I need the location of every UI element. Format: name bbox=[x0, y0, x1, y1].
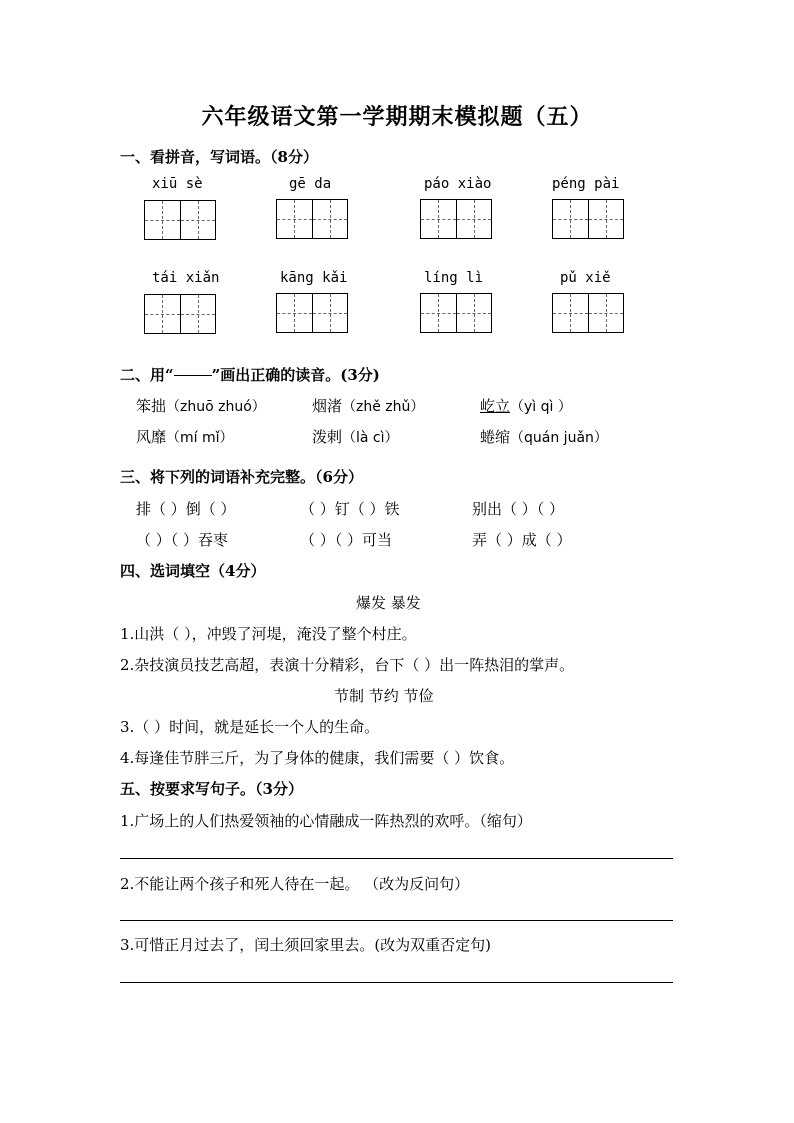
answer-grid-1[interactable] bbox=[144, 200, 216, 240]
pinyin-1: xiū sè bbox=[152, 176, 203, 192]
answer-grid-7[interactable] bbox=[420, 293, 492, 333]
answer-grid-2[interactable] bbox=[276, 199, 348, 239]
section-2-heading-start: 二、用“ bbox=[120, 366, 174, 384]
question-4-1: 1.山洪（ ），冲毁了河堤，淹没了整个村庄。 bbox=[120, 625, 417, 643]
answer-grid-8[interactable] bbox=[552, 293, 624, 333]
reading-item-4: 风靡（mí mǐ） bbox=[136, 428, 234, 446]
question-5-2: 2.不能让两个孩子和死人待在一起。 （改为反问句） bbox=[120, 875, 470, 893]
pinyin-2: gē da bbox=[289, 176, 332, 192]
answer-grid-5[interactable] bbox=[144, 294, 216, 334]
pinyin-4: péng pài bbox=[552, 176, 620, 192]
pinyin-5: tái xiǎn bbox=[152, 270, 220, 286]
answer-line-3[interactable] bbox=[120, 982, 673, 983]
idiom-1: 排（ ）倒（ ） bbox=[136, 500, 236, 518]
question-5-3: 3.可惜正月过去了，闰土须回家里去。(改为双重否定句) bbox=[120, 936, 492, 954]
answer-grid-4[interactable] bbox=[552, 199, 624, 239]
pinyin-6: kāng kǎi bbox=[280, 270, 348, 286]
question-4-3: 3.（ ）时间，就是延长一个人的生命。 bbox=[120, 718, 380, 736]
section-4-heading: 四、选词填空（4分） bbox=[120, 562, 266, 580]
pinyin-3: páo xiào bbox=[424, 176, 492, 192]
reading-item-2: 烟渚（zhě zhǔ） bbox=[312, 397, 425, 415]
pinyin-8: pǔ xiě bbox=[560, 270, 611, 286]
section-1-heading: 一、看拼音，写词语。（8分） bbox=[120, 148, 318, 166]
section-5-heading: 五、按要求写句子。（3分） bbox=[120, 780, 303, 798]
answer-grid-6[interactable] bbox=[276, 293, 348, 333]
answer-grid-3[interactable] bbox=[420, 199, 492, 239]
reading-item-5: 泼剌（là cì） bbox=[312, 428, 399, 446]
word-choices-1: 爆发 暴发 bbox=[356, 594, 421, 612]
page-title: 六年级语文第一学期期末模拟题（五） bbox=[201, 104, 593, 130]
idiom-5: （ ）（ ）可当 bbox=[300, 531, 393, 549]
pinyin-7: líng lì bbox=[424, 270, 484, 286]
reading-item-3: 屹立（yì qì ） bbox=[480, 397, 572, 415]
section-2-heading-end: ”画出正确的读音。(3分) bbox=[211, 366, 380, 384]
word-choices-2: 节制 节约 节俭 bbox=[334, 687, 434, 705]
idiom-2: （ ）钉（ ）铁 bbox=[300, 500, 400, 518]
question-5-1: 1.广场上的人们热爱领袖的心情融成一阵热烈的欢呼。（缩句） bbox=[120, 812, 532, 830]
answer-line-1[interactable] bbox=[120, 858, 673, 859]
section-2-heading bbox=[120, 364, 380, 385]
question-4-2: 2.杂技演员技艺高超，表演十分精彩，台下（ ）出一阵热泪的掌声。 bbox=[120, 656, 575, 674]
reading-item-1: 笨拙（zhuō zhuó） bbox=[136, 397, 266, 415]
answer-line-2[interactable] bbox=[120, 920, 673, 921]
idiom-3: 别出（ ）（ ） bbox=[472, 500, 565, 518]
question-4-4: 4.每逢佳节胖三斤，为了身体的健康，我们需要（ ）饮食。 bbox=[120, 749, 515, 767]
underline-sample bbox=[174, 375, 212, 376]
idiom-6: 弄（ ）成（ ） bbox=[472, 531, 572, 549]
idiom-4: （ ）（ ）吞枣 bbox=[136, 531, 229, 549]
reading-item-6: 蜷缩（quán juǎn） bbox=[480, 428, 608, 446]
section-3-heading: 三、将下列的词语补充完整。（6分） bbox=[120, 468, 363, 486]
